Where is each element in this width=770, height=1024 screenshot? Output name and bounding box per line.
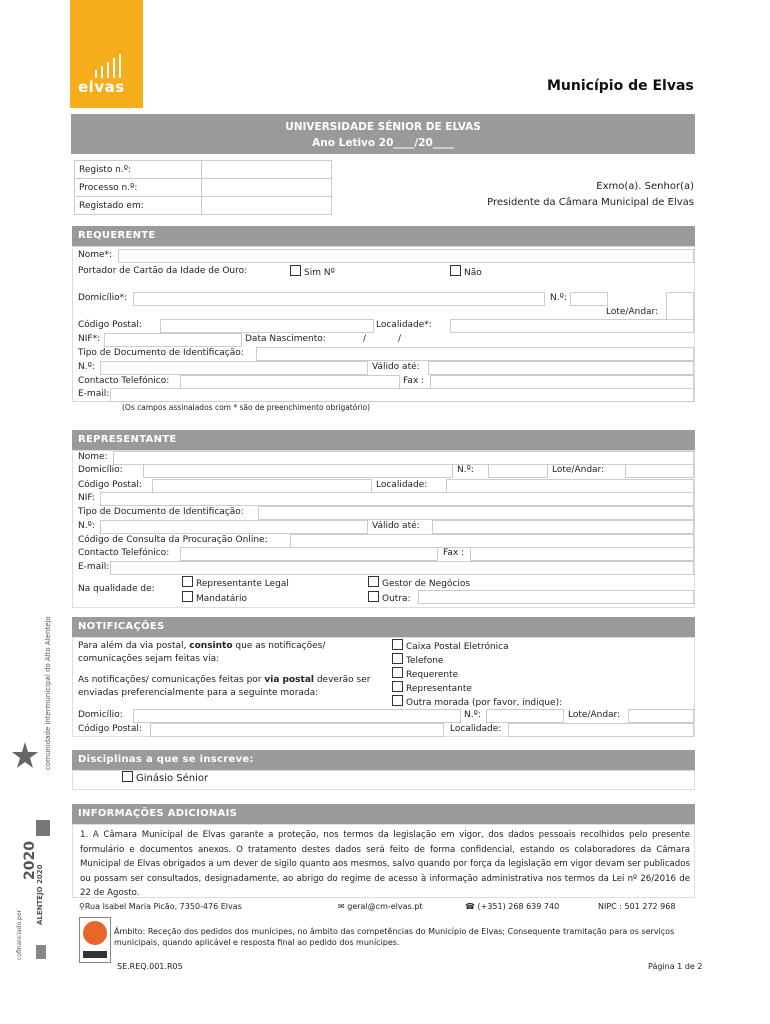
rep-nif-label: NIF:	[78, 493, 95, 503]
rep-valido-label: Válido até:	[372, 521, 420, 531]
rep-nif-input[interactable]	[100, 492, 694, 506]
contacto-input[interactable]	[180, 375, 400, 389]
rep-num-input[interactable]	[488, 464, 548, 478]
outra-checkbox[interactable]	[368, 591, 379, 602]
sim-label: Sim Nº	[304, 268, 335, 278]
not-codigo-postal-input[interactable]	[150, 723, 444, 737]
eu-emblem-icon	[36, 945, 46, 959]
rep-tipo-doc-label: Tipo de Documento de Identificação:	[78, 507, 244, 517]
representante-label: Representante	[406, 684, 472, 694]
outra-morada-checkbox[interactable]	[392, 695, 403, 706]
opt-representante[interactable]	[392, 681, 472, 694]
cim-logo	[10, 616, 70, 780]
opt-ginasio[interactable]	[122, 771, 208, 784]
section-informacoes: INFORMAÇÕES ADICIONAIS	[72, 804, 695, 824]
consent-b: consinto	[189, 641, 233, 651]
municipality-title: Município de Elvas	[547, 78, 694, 94]
addressee-line1: Exmo(a). Senhor(a)	[596, 181, 694, 192]
gestor-label: Gestor de Negócios	[382, 579, 471, 589]
lote-input[interactable]	[666, 292, 694, 320]
alentejo-logo: ALENTEJO 2020	[36, 864, 44, 925]
opt-gestor[interactable]	[368, 576, 470, 589]
postal-text	[78, 674, 370, 700]
required-note: (Os campos assinalados com * são de preenchimento obrigatório)	[122, 403, 371, 412]
email-label: E-mail:	[78, 389, 110, 399]
p2020-logo: 2020	[22, 841, 38, 880]
requerente-label: Requerente	[406, 670, 459, 680]
outra-label: Outra:	[382, 594, 411, 604]
rep-fax-label: Fax :	[443, 548, 465, 558]
rep-codigo-consulta-label: Código de Consulta da Procuração Online:	[78, 535, 268, 545]
tipo-doc-label: Tipo de Documento de Identificação:	[78, 348, 244, 358]
addressee-line2: Presidente da Câmara Municipal de Elvas	[487, 197, 694, 208]
banner-year: Ano Letivo 20____/20____	[312, 137, 454, 149]
outra-input[interactable]	[418, 590, 694, 604]
consent-c: que as notificações/	[232, 641, 326, 651]
nao-checkbox[interactable]	[450, 265, 461, 276]
not-num-input[interactable]	[486, 709, 564, 723]
rep-codigo-consulta-input[interactable]	[290, 534, 694, 548]
footer-email-text: geral@cm-elvas.pt	[347, 902, 423, 911]
rep-nome-input[interactable]	[113, 451, 694, 465]
footer-ambito: Âmbito: Receção dos pedidos dos munícipes, no âmbito das competências do Município de Elvas; Consequente tramitação para os serviços municipais, quando aplicável e resposta final ao pedido dos munícipes.	[114, 927, 675, 947]
rep-lote-label: Lote/Andar:	[552, 465, 605, 475]
data-nasc-label: Data Nascimento:	[245, 334, 326, 344]
rep-codigo-postal-label: Código Postal:	[78, 480, 142, 490]
not-lote-label: Lote/Andar:	[568, 710, 621, 720]
cim-star-icon	[10, 740, 40, 770]
location-pin-icon: ⚲	[79, 902, 85, 911]
registado-label: Registado em:	[75, 197, 202, 215]
not-localidade-label: Localidade:	[450, 724, 502, 734]
rep-codigo-postal-input[interactable]	[152, 479, 372, 493]
nif-input[interactable]	[104, 333, 242, 347]
qualidade-label: Na qualidade de:	[78, 584, 155, 594]
legal-label: Representante Legal	[196, 579, 289, 589]
valido-input[interactable]	[428, 361, 694, 375]
registo-label: Registo n.º:	[75, 161, 202, 179]
opt-telefone[interactable]	[392, 653, 443, 666]
num-input[interactable]	[570, 292, 608, 306]
contacto-label: Contacto Telefónico:	[78, 376, 170, 386]
nome-input[interactable]	[118, 249, 694, 263]
registry-table	[74, 160, 332, 215]
footer-email[interactable]	[338, 902, 422, 911]
postal-b: via postal	[264, 675, 314, 685]
postal-c: deverão ser	[313, 675, 371, 685]
not-domicilio-input[interactable]	[133, 709, 461, 723]
logo-wheat-icon	[80, 50, 130, 80]
nao-option[interactable]	[450, 265, 482, 278]
domicilio-input[interactable]	[133, 292, 545, 306]
opt-legal[interactable]	[182, 576, 289, 589]
rep-localidade-input[interactable]	[446, 479, 694, 493]
cofinanciado-text: cofinanciado por	[16, 909, 23, 960]
rep-valido-input[interactable]	[432, 520, 694, 534]
rep-nome-label: Nome:	[78, 452, 108, 462]
telefone-label: Telefone	[406, 656, 444, 666]
rep-contacto-input[interactable]	[180, 547, 438, 561]
sim-checkbox[interactable]	[290, 265, 301, 276]
opt-outra-morada[interactable]	[392, 695, 562, 708]
requerente-checkbox[interactable]	[392, 667, 403, 678]
registado-field[interactable]	[202, 197, 332, 215]
section-notificacoes: NOTIFICAÇÕES	[72, 617, 695, 637]
section-disciplinas: Disciplinas a que se inscreve:	[72, 750, 695, 770]
rep-tipo-doc-input[interactable]	[258, 506, 694, 520]
not-lote-input[interactable]	[628, 709, 694, 723]
privacy-text: 1. A Câmara Municipal de Elvas garante a proteção, nos termos da legislação em vigor, dos dados pessoais recolhidos pelo presente formulário e documentos anexos. O tratamento destes dados será feito de forma confidencial, estando os colaboradores da Câmara Municipal de Elvas obrigados a um dever de sigilo quanto aos mesmos, salvo quando por força da legislação em vigor devam ser publicados ou possam ser consultados, designadamente, ao abrigo do regime de acesso à informação administrativa nos termos da Lei nº 26/2016 de 22 de Agosto.	[80, 830, 690, 899]
rep-fax-input[interactable]	[470, 547, 694, 561]
rep-lote-input[interactable]	[625, 464, 694, 478]
opt-caixa[interactable]	[392, 639, 509, 652]
tipo-doc-input[interactable]	[256, 347, 694, 361]
legal-checkbox[interactable]	[182, 576, 193, 587]
rep-contacto-label: Contacto Telefónico:	[78, 548, 170, 558]
not-domicilio-label: Domicílio:	[78, 710, 123, 720]
not-codigo-postal-label: Código Postal:	[78, 724, 142, 734]
rep-localidade-label: Localidade:	[376, 480, 428, 490]
section-representante: REPRESENTANTE	[72, 430, 695, 450]
localidade-label: Localidade*:	[376, 320, 432, 330]
footer-phone-text: (+351) 268 639 740	[477, 902, 560, 911]
envelope-icon: ✉	[338, 902, 348, 911]
opt-outra[interactable]	[368, 591, 411, 604]
banner-title: UNIVERSIDADE SÉNIOR DE ELVAS	[285, 121, 481, 133]
date-slash-2: /	[398, 334, 402, 344]
rep-domicilio-input[interactable]	[143, 464, 453, 478]
ginasio-label: Ginásio Sénior	[136, 773, 209, 784]
form-code: SE.REQ.001.R05	[117, 962, 183, 971]
gestor-checkbox[interactable]	[368, 576, 379, 587]
footer-phone	[465, 902, 559, 911]
consent-d: comunicações sejam feitas via:	[78, 654, 220, 664]
processo-field[interactable]	[202, 179, 332, 197]
rep-email-label: E-mail:	[78, 562, 110, 572]
opt-mandatario[interactable]	[182, 591, 247, 604]
postal-a: As notificações/ comunicações feitas por	[78, 675, 265, 685]
outra-morada-label: Outra morada (por favor, indique):	[406, 698, 563, 708]
section-requerente: REQUERENTE	[72, 226, 695, 246]
cartao-label: Portador de Cartão da Idade de Ouro:	[78, 266, 248, 276]
representante-checkbox[interactable]	[392, 681, 403, 692]
nif-label: NIF*:	[78, 334, 101, 344]
cim-text: comunidade intermunicipal do Alto Alentejo	[44, 616, 52, 770]
not-localidade-input[interactable]	[508, 723, 694, 737]
valido-label: Válido até:	[372, 362, 420, 372]
codigo-postal-label: Código Postal:	[78, 320, 142, 330]
ginasio-checkbox[interactable]	[122, 771, 133, 782]
processo-label: Processo n.º:	[75, 179, 202, 197]
footer-address-text: Rua Isabel Maria Picão, 7350-476 Elvas	[84, 902, 242, 911]
mandatario-checkbox[interactable]	[182, 591, 193, 602]
localidade-input[interactable]	[450, 319, 694, 333]
email-input[interactable]	[110, 388, 694, 402]
not-num-label: N.º:	[464, 710, 481, 720]
eu-flag-icon	[36, 820, 50, 836]
elvas-logo	[70, 0, 143, 108]
footer-nipc: NIPC : 501 272 968	[598, 902, 676, 911]
caixa-checkbox[interactable]	[392, 639, 403, 650]
nao-label: Não	[464, 268, 482, 278]
domicilio-label: Domicílio*:	[78, 293, 128, 303]
footer-address	[79, 902, 242, 911]
fax-input[interactable]	[430, 375, 694, 389]
certification-seal	[79, 917, 111, 963]
consent-a: Para além da via postal,	[78, 641, 190, 651]
lote-label: Lote/Andar:	[606, 307, 659, 317]
caixa-label: Caixa Postal Eletrónica	[406, 642, 509, 652]
doc-num-input[interactable]	[100, 361, 368, 375]
mandatario-label: Mandatário	[196, 594, 247, 604]
rep-email-input[interactable]	[110, 561, 694, 575]
rep-domicilio-label: Domicílio:	[78, 465, 123, 475]
registo-field[interactable]	[202, 161, 332, 179]
sim-option[interactable]	[290, 265, 335, 278]
phone-icon: ☎	[465, 902, 478, 911]
page-number: Página 1 de 2	[648, 962, 703, 971]
num-label: N.º:	[550, 293, 567, 303]
telefone-checkbox[interactable]	[392, 653, 403, 664]
codigo-postal-input[interactable]	[160, 319, 374, 333]
logo-text: elvas	[78, 78, 125, 96]
rep-num-label: N.º:	[457, 465, 474, 475]
opt-requerente[interactable]	[392, 667, 458, 680]
doc-num-label: N.º:	[78, 362, 95, 372]
fax-label: Fax :	[403, 376, 425, 386]
form-banner	[71, 114, 695, 154]
rep-doc-num-label: N.º:	[78, 521, 95, 531]
date-slash-1: /	[363, 334, 367, 344]
consent-text	[78, 640, 325, 666]
rep-doc-num-input[interactable]	[100, 520, 368, 534]
nome-label: Nome*:	[78, 250, 113, 260]
postal-d: enviadas preferencialmente para a seguinte morada:	[78, 688, 319, 698]
